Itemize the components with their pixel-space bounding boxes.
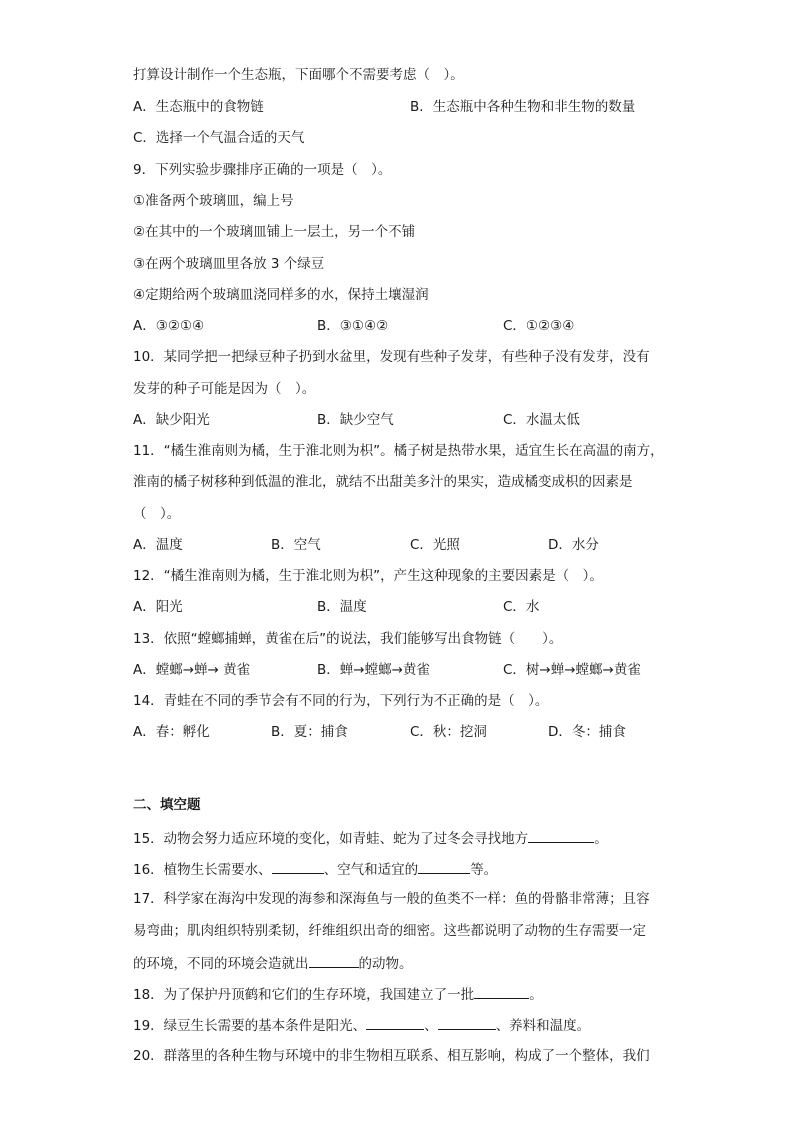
q9-option-b: B．③①④② <box>317 318 389 334</box>
q11-option-c: C．光照 <box>410 537 460 553</box>
question-10-stem-line2: 发芽的种子可能是因为（ ）。 <box>133 381 316 397</box>
q15-text: 15．动物会努力适应环境的变化，如青蛙、蛇为了过冬会寻找地方 <box>133 831 529 847</box>
q18-text: 18．为了保护丹顶鹤和它们的生存环境，我国建立了一批 <box>133 987 475 1003</box>
q19-text-3: 、养料和温度。 <box>495 1018 591 1034</box>
q10-option-a: A．缺少阳光 <box>133 412 210 428</box>
q13-option-a: A．螳螂→蝉→ 黄雀 <box>133 662 251 678</box>
q18-text-end: 。 <box>529 987 543 1003</box>
question-10-stem-line1: 10．某同学把一把绿豆种子扔到水盆里，发现有些种子发芽，有些种子没有发芽，没有 <box>133 349 650 365</box>
q16-blank-1[interactable] <box>272 859 324 874</box>
q19-text-1: 19．绿豆生长需要的基本条件是阳光、 <box>133 1018 367 1034</box>
q8-option-b: B．生态瓶中各种生物和非生物的数量 <box>410 99 636 115</box>
q17-blank[interactable] <box>309 953 359 968</box>
q10-option-c: C．水温太低 <box>503 412 580 428</box>
question-15 <box>133 828 608 848</box>
q9-step-4: ④定期给两个玻璃皿浇同样多的水，保持土壤湿润 <box>133 287 429 303</box>
question-17-line3 <box>133 953 413 973</box>
question-18 <box>133 984 543 1004</box>
q16-text-2: 、空气和适宜的 <box>323 862 419 878</box>
question-11-stem-line3: （ ）。 <box>133 506 181 522</box>
question-9-stem: 9．下列实验步骤排序正确的一项是（ ）。 <box>133 162 392 178</box>
q16-text-1: 16．植物生长需要水、 <box>133 862 272 878</box>
q12-option-c: C．水 <box>503 599 540 615</box>
q9-step-1: ①准备两个玻璃皿，编上号 <box>133 193 294 209</box>
question-11-stem-line1: 11．“橘生淮南则为橘，生于淮北则为枳”。橘子树是热带水果，适宜生长在高温的南方， <box>133 443 664 459</box>
question-14-stem: 14．青蛙在不同的季节会有不同的行为，下列行为不正确的是（ ）。 <box>133 693 549 709</box>
q9-step-3: ③在两个玻璃皿里各放 3 个绿豆 <box>133 256 325 272</box>
q16-text-3: 等。 <box>470 862 498 878</box>
q14-option-b: B．夏：捕食 <box>271 724 348 740</box>
q18-blank[interactable] <box>474 984 529 999</box>
q14-option-d: D．冬：捕食 <box>548 724 626 740</box>
q19-blank-2[interactable] <box>438 1015 496 1030</box>
question-20-line1: 20．群落里的各种生物与环境中的非生物相互联系、相互影响，构成了一个整体，我们 <box>133 1048 650 1064</box>
q17-text-1: 的环境，不同的环境会造就出 <box>133 956 309 972</box>
question-8-stem: 打算设计制作一个生态瓶，下面哪个不需要考虑（ ）。 <box>133 67 464 83</box>
q15-text-end: 。 <box>594 831 608 847</box>
q13-option-b: B．蝉→螳螂→黄雀 <box>317 662 430 678</box>
q19-blank-1[interactable] <box>366 1015 424 1030</box>
section-2-title: 二、填空题 <box>133 797 201 813</box>
q13-option-c: C．树→蝉→螳螂→黄雀 <box>503 662 641 678</box>
q11-option-d: D．水分 <box>548 537 599 553</box>
q12-option-a: A．阳光 <box>133 599 183 615</box>
q11-option-b: B．空气 <box>271 537 321 553</box>
q10-option-b: B．缺少空气 <box>317 412 394 428</box>
question-13-stem: 13．依照“螳螂捕蝉，黄雀在后”的说法，我们能够写出食物链（ ）。 <box>133 631 563 647</box>
q14-option-a: A．春：孵化 <box>133 724 210 740</box>
q9-option-a: A．③②①④ <box>133 318 205 334</box>
q8-option-a: A．生态瓶中的食物链 <box>133 99 264 115</box>
question-19 <box>133 1015 590 1035</box>
q9-step-2: ②在其中的一个玻璃皿铺上一层土，另一个不铺 <box>133 224 416 240</box>
q14-option-c: C．秋：挖洞 <box>410 724 487 740</box>
question-17-line2: 易弯曲；肌肉组织特别柔韧，纤维组织出奇的细密。这些都说明了动物的生存需要一定 <box>133 923 646 939</box>
q17-text-2: 的动物。 <box>358 956 413 972</box>
question-16 <box>133 859 497 879</box>
q11-option-a: A．温度 <box>133 537 183 553</box>
question-11-stem-line2: 淮南的橘子树移种到低温的淮北，就结不出甜美多汁的果实，造成橘变成枳的因素是 <box>133 474 633 490</box>
q9-option-c: C．①②③④ <box>503 318 575 334</box>
question-12-stem: 12．“橘生淮南则为橘，生于淮北则为枳”，产生这种现象的主要因素是（ ）。 <box>133 568 603 584</box>
q8-option-c: C．选择一个气温合适的天气 <box>133 130 305 146</box>
q12-option-b: B．温度 <box>317 599 367 615</box>
q16-blank-2[interactable] <box>418 859 470 874</box>
q19-text-2: 、 <box>424 1018 438 1034</box>
q15-blank[interactable] <box>528 828 594 843</box>
question-17-line1: 17．科学家在海沟中发现的海参和深海鱼与一般的鱼类不一样：鱼的骨骼非常薄；且容 <box>133 891 650 907</box>
